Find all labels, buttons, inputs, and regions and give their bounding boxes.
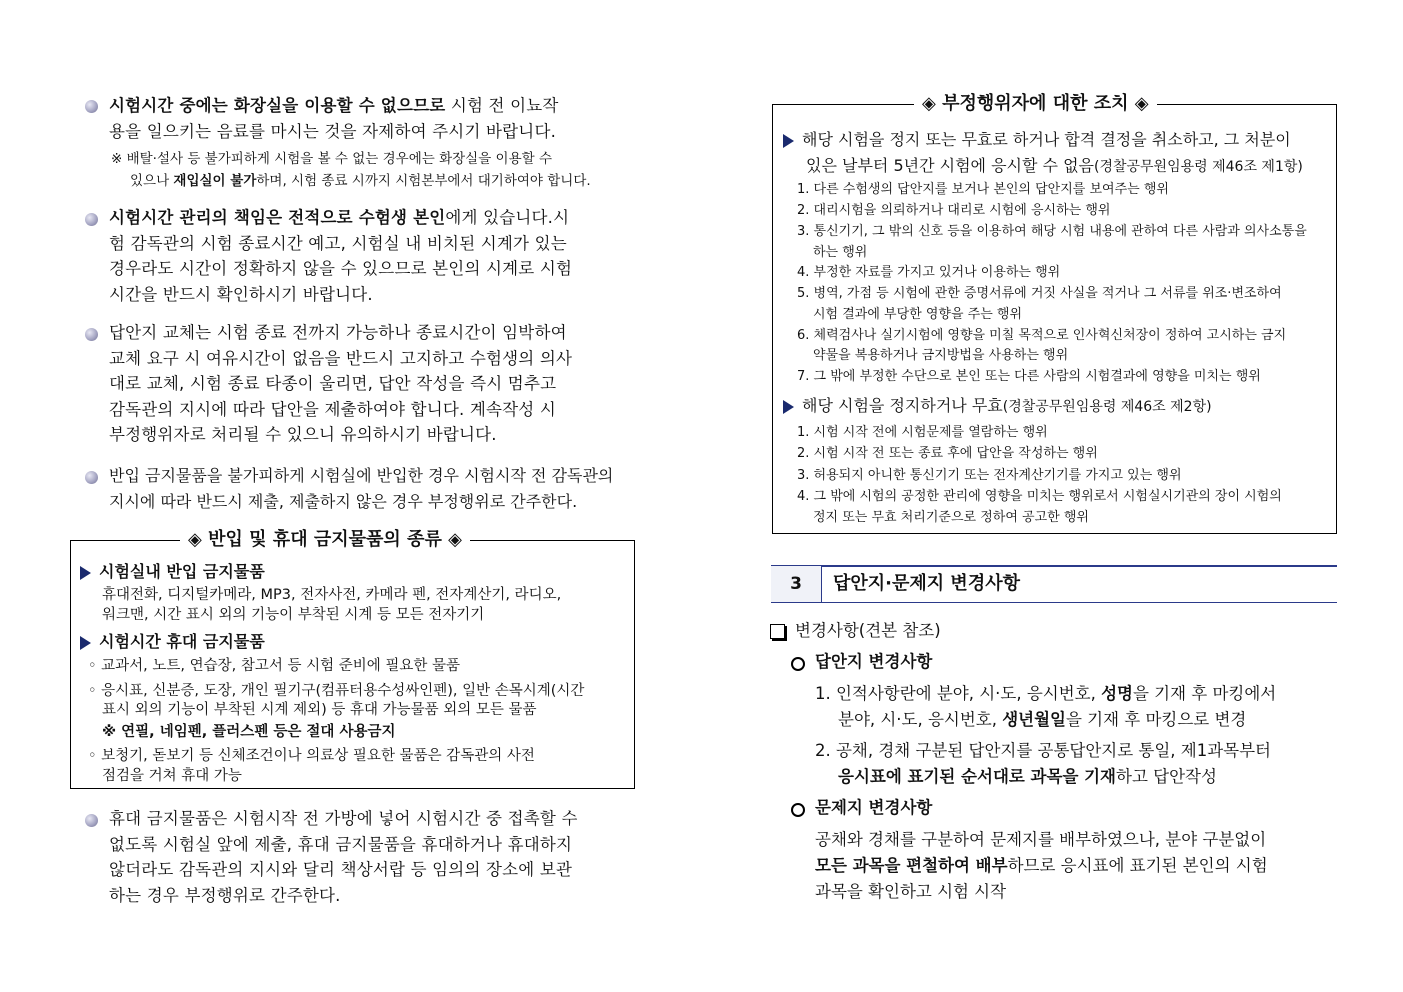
question-booklet-change-text: 공채와 경채를 구분하여 문제지를 배부하였으나, 분야 구분없이 bbox=[815, 830, 1267, 849]
text: 시험 전 이뇨작 bbox=[445, 96, 559, 115]
question-booklet-change-text: 모든 과목을 편철하여 배부하므로 응시표에 표기된 본인의 시험 bbox=[815, 856, 1268, 875]
misconduct-measures-box-title: ◈ 부정행위자에 대한 조치 ◈ bbox=[914, 92, 1157, 116]
box-text: 휴대전화, 디지털카메라, MP3, 전자사전, 카메라 펜, 전자계산기, 라디오, bbox=[102, 587, 562, 603]
text: 험 감독관의 시험 종료시간 예고, 시험실 내 비치된 시계가 있는 bbox=[109, 233, 567, 253]
answer-sheet-changes-heading: 답안지 변경사항 bbox=[815, 652, 933, 671]
circle-bullet-icon bbox=[791, 803, 805, 817]
answer-sheet-change-1: 1. 인적사항란에 분야, 시·도, 응시번호, 성명을 기재 후 마킹에서 bbox=[815, 684, 1277, 703]
misconduct-item: 1. 시험 시작 전에 시험문제를 열람하는 행위 bbox=[797, 425, 1048, 440]
bold-text: 시험시간 중에는 화장실을 이용할 수 없으므로 bbox=[109, 96, 446, 115]
box-text: 워크맨, 시간 표시 외의 기능이 부착된 시계 등 모든 전자기기 bbox=[102, 607, 485, 623]
misconduct-item: 약물을 복용하거나 금지방법을 사용하는 행위 bbox=[813, 348, 1069, 363]
text: 답안지 교체는 시험 종료 전까지 가능하나 종료시간이 임박하여 bbox=[109, 323, 567, 342]
text: 시간을 반드시 확인하시기 바랍니다. bbox=[109, 284, 373, 304]
text: 반입 금지물품을 불가피하게 시험실에 반입한 경우 시험시작 전 감독관의 bbox=[109, 466, 614, 485]
bullet-icon bbox=[85, 471, 98, 484]
change-summary-label: 변경사항(견본 참조) bbox=[795, 621, 941, 640]
question-booklet-change-text: 과목을 확인하고 시험 시작 bbox=[815, 882, 1007, 901]
note-line: 있으나 재입실이 불가하며, 시험 종료 시까지 시험본부에서 대기하여야 합니다. bbox=[130, 173, 591, 189]
box-list-item: 표시 외의 기능이 부착된 시계 제외) 등 휴대 가능물품 외의 모든 물품 bbox=[102, 702, 537, 718]
text: 하는 경우 부정행위로 간주한다. bbox=[109, 885, 341, 905]
misconduct-item: 7. 그 밖에 부정한 수단으로 본인 또는 다른 사람의 시험결과에 영향을 미치는 행위 bbox=[797, 369, 1261, 384]
answer-sheet-change-2: 2. 공채, 경채 구분된 답안지를 공통답안지로 통일, 제1과목부터 bbox=[815, 741, 1271, 760]
text: 대로 교체, 시험 종료 타종이 울리면, 답안 작성을 즉시 멈추고 bbox=[109, 374, 557, 393]
box-heading: 시험시간 휴대 금지물품 bbox=[80, 631, 265, 653]
misconduct-item: 4. 그 밖에 시험의 공정한 관리에 영향을 미치는 행위로서 시험실시기관의 장이 시험의 bbox=[797, 489, 1282, 504]
text: 경우라도 시간이 정확하지 않을 수 있으므로 본인의 시계로 시험 bbox=[109, 259, 573, 278]
box-list-item: 점검을 거쳐 휴대 가능 bbox=[102, 768, 242, 784]
answer-sheet-change-2: 응시표에 표기된 순서대로 과목을 기재하고 답안작성 bbox=[838, 767, 1217, 786]
section-title: 답안지·문제지 변경사항 bbox=[833, 573, 1020, 594]
triangle-icon bbox=[783, 134, 794, 148]
text: 않더라도 감독관의 지시와 달리 책상서랍 등 임의의 장소에 보관 bbox=[109, 860, 573, 879]
text: 없도록 시험실 앞에 제출, 휴대 금지물품을 휴대하거나 휴대하지 bbox=[109, 834, 573, 854]
bullet-icon bbox=[85, 328, 98, 341]
misconduct-item: 3. 통신기기, 그 밖의 신호 등을 이용하여 해당 시험 내용에 관하여 다른 사람과 의사소통을 bbox=[797, 224, 1307, 239]
misconduct-item: 1. 다른 수험생의 답안지를 보거나 본인의 답안지를 보여주는 행위 bbox=[797, 182, 1169, 197]
misconduct-item: 하는 행위 bbox=[813, 245, 868, 260]
box-heading: 해당 시험을 정지하거나 무효(경찰공무원임용령 제46조 제2항) bbox=[783, 393, 1212, 420]
misconduct-item: 2. 시험 시작 전 또는 종료 후에 답안을 작성하는 행위 bbox=[797, 446, 1098, 461]
misconduct-item: 4. 부정한 자료를 가지고 있거나 이용하는 행위 bbox=[797, 265, 1061, 280]
box-list-item: ◦ 보청기, 돋보기 등 신체조건이나 의료상 필요한 물품은 감독관의 사전 bbox=[88, 748, 535, 764]
triangle-icon bbox=[783, 400, 794, 414]
box-list-item: ◦ 교과서, 노트, 연습장, 참고서 등 시험 준비에 필요한 물품 bbox=[88, 658, 461, 674]
box-heading: 시험실내 반입 금지물품 bbox=[80, 561, 265, 583]
misconduct-item: 3. 허용되지 아니한 통신기기 또는 전자계산기기를 가지고 있는 행위 bbox=[797, 468, 1182, 483]
text: 교체 요구 시 여유시간이 없음을 반드시 고지하고 수험생의 의사 bbox=[109, 348, 573, 368]
box-heading: 해당 시험을 정지 또는 무효로 하거나 합격 결정을 취소하고, 그 처분이 bbox=[783, 127, 1291, 153]
box-heading: 있은 날부터 5년간 시험에 응시할 수 없음(경찰공무원임용령 제46조 제1항) bbox=[806, 156, 1303, 175]
text: 용을 일으키는 음료를 마시는 것을 자제하여 주시기 바랍니다. bbox=[109, 121, 557, 141]
text: 부정행위자로 처리될 수 있으니 유의하시기 바랍니다. bbox=[109, 425, 497, 444]
paragraph-toilet bbox=[109, 93, 635, 144]
misconduct-item: 시험 결과에 부당한 영향을 주는 행위 bbox=[813, 307, 1023, 322]
text: 에게 있습니다.시 bbox=[445, 208, 570, 227]
bold-text: 시험시간 관리의 책임은 전적으로 수험생 본인 bbox=[109, 208, 446, 227]
triangle-icon bbox=[80, 636, 91, 650]
question-booklet-changes-heading: 문제지 변경사항 bbox=[815, 798, 933, 817]
prohibited-items-box-title: ◈ 반입 및 휴대 금지물품의 종류 ◈ bbox=[180, 528, 470, 552]
text: 지시에 따라 반드시 제출, 제출하지 않은 경우 부정행위로 간주한다. bbox=[109, 491, 578, 511]
note-toilet bbox=[111, 148, 591, 192]
section-bottom-rule bbox=[771, 602, 1337, 603]
paragraph-carry-items bbox=[109, 806, 635, 908]
triangle-icon bbox=[80, 566, 91, 580]
box-warning: ※ 연필, 네임펜, 플러스펜 등은 절대 사용금지 bbox=[102, 724, 396, 740]
paragraph-prohibited-carry bbox=[109, 463, 635, 514]
bullet-icon bbox=[85, 213, 98, 226]
paragraph-answer-sheet bbox=[109, 320, 635, 448]
box-list-item: ◦ 응시표, 신분증, 도장, 개인 필기구(컴퓨터용수성싸인펜), 일반 손목시계(시간 bbox=[88, 683, 585, 699]
text: 감독관의 지시에 따라 답안을 제출하여야 합니다. 계속작성 시 bbox=[109, 399, 557, 419]
text: 휴대 금지물품은 시험시작 전 가방에 넣어 시험시간 중 접촉할 수 bbox=[109, 809, 578, 828]
bullet-icon bbox=[85, 814, 98, 827]
checkbox-icon bbox=[770, 624, 785, 639]
misconduct-item: 2. 대리시험을 의뢰하거나 대리로 시험에 응시하는 행위 bbox=[797, 203, 1111, 218]
paragraph-time-responsibility bbox=[109, 205, 635, 307]
note-line: ※ 배탈·설사 등 불가피하게 시험을 볼 수 없는 경우에는 화장실을 이용할 수 bbox=[111, 151, 552, 167]
misconduct-item: 5. 병역, 가점 등 시험에 관한 증명서류에 거짓 사실을 적거나 그 서류를 위조·변조하여 bbox=[797, 286, 1282, 301]
misconduct-item: 6. 체력검사나 실기시험에 영향을 미칠 목적으로 인사혁신처장이 정하여 고시하는 금지 bbox=[797, 328, 1287, 343]
section-number: 3 bbox=[771, 566, 822, 602]
circle-bullet-icon bbox=[791, 657, 805, 671]
answer-sheet-change-1: 분야, 시·도, 응시번호, 생년월일을 기재 후 마킹으로 변경 bbox=[838, 710, 1247, 729]
bullet-icon bbox=[85, 100, 98, 113]
misconduct-item: 정지 또는 무효 처리기준으로 정하여 공고한 행위 bbox=[813, 510, 1089, 525]
